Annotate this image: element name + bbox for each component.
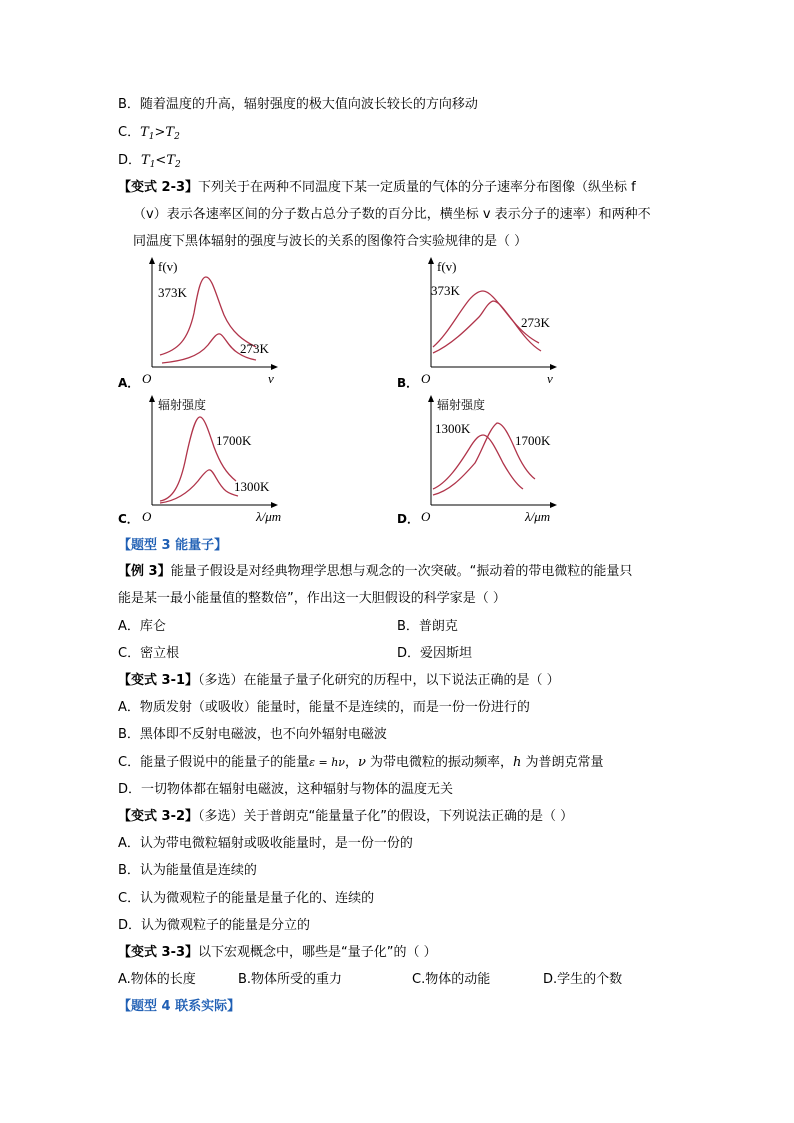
option-c-prev [118, 124, 180, 146]
graph-d-x-arrow [550, 502, 557, 508]
example3-line2: 能是某一最小能量值的整数倍”，作出这一大胆假设的科学家是（ ） [118, 591, 506, 606]
example3-option-d: D．爱因斯坦 [397, 646, 473, 661]
graph-c-x-arrow [271, 502, 278, 508]
option-d-prev [118, 152, 181, 174]
gt-symbol: > [154, 125, 166, 140]
type4-heading: 【题型 4 联系实际】 [118, 999, 241, 1014]
graph-b [417, 255, 567, 385]
variant-2-3-line3: 同温度下黑体辐射的强度与波长的关系的图像符合实验规律的是（ ） [133, 234, 528, 249]
graph-b-curve1-label: 373K [431, 283, 460, 298]
graph-c-curve2-label: 1300K [234, 479, 270, 494]
variant-3-3-stem [118, 944, 437, 962]
graph-d-origin: O [421, 509, 431, 524]
energy-formula: ε = hν [309, 756, 345, 769]
option-c-text3: 为普朗克常量 [521, 755, 604, 770]
graph-c-origin: O [142, 509, 152, 524]
example3-option-a: A．库仑 [118, 619, 166, 634]
graph-a-option: A． [118, 376, 140, 390]
t2-symbol: T [165, 125, 175, 140]
variant-3-2-text: （多选）关于普朗克“能量量子化”的假设，下列说法正确的是（ ） [198, 809, 574, 824]
graph-b-option: B． [397, 376, 419, 390]
option-d-prefix: D． [118, 153, 142, 168]
option-b-prev: B．随着温度的升高，辐射强度的极大值向波长较长的方向移动 [118, 97, 478, 112]
variant-3-3-option-b: B.物体所受的重力 [238, 972, 343, 987]
graph-d-xlabel: λ/μm [525, 509, 551, 524]
variant-3-2-option-a: A．认为带电微粒辐射或吸收能量时，是一份一份的 [118, 836, 413, 851]
graph-b-y-arrow [428, 257, 434, 264]
graph-b-xlabel: v [547, 371, 553, 386]
graph-d [417, 393, 577, 523]
variant-3-1-tag: 【变式 3-1】 [118, 673, 199, 688]
variant-3-1-text: （多选）在能量子量子化研究的历程中，以下说法正确的是（ ） [198, 673, 560, 688]
t2-symbol: T [166, 153, 175, 168]
variant-3-3-option-c: C.物体的动能 [412, 972, 491, 987]
graph-b-origin: O [421, 371, 431, 386]
graph-c-curve-1700k [160, 417, 236, 501]
t1-symbol: T [141, 153, 150, 168]
graph-b-curve2-label: 273K [521, 315, 550, 330]
example3-text1: 能量子假设是对经典物理学思想与观念的一次突破。“振动着的带电微粒的能量只 [170, 564, 633, 579]
graph-c-curve-1300k [160, 470, 238, 503]
graph-a-x-arrow [271, 364, 278, 370]
variant-2-3-line2: （v）表示各速率区间的分子数占总分子数的百分比，横坐标 v 表示分子的速率）和两种不 [133, 207, 651, 222]
graph-c [138, 393, 298, 523]
example3-option-b: B．普朗克 [397, 619, 458, 634]
graph-d-ylabel: 辐射强度 [437, 398, 486, 412]
t1-symbol: T [140, 125, 149, 140]
graph-d-curve1-label: 1300K [435, 421, 471, 436]
graph-a-curve1-label: 373K [158, 285, 187, 300]
variant-3-2-option-b: B．认为能量值是连续的 [118, 863, 257, 878]
nu-symbol: ν [357, 755, 366, 770]
graph-b-ylabel: f(v) [437, 259, 457, 274]
t2-subscript: 2 [174, 132, 180, 142]
graph-d-curve2-label: 1700K [515, 433, 551, 448]
example3-line1 [118, 563, 632, 581]
t2-subscript: 2 [175, 160, 181, 170]
option-c-text: C．能量子假说中的能量子的能量 [118, 755, 310, 770]
option-c-text2: 为带电微粒的振动频率， [365, 755, 514, 770]
variant-3-3-text: 以下宏观概念中，哪些是“量子化”的（ ） [198, 945, 437, 960]
option-c-prefix: C． [118, 125, 141, 140]
variant-3-2-option-c: C．认为微观粒子的能量是量子化的、连续的 [118, 891, 375, 906]
graph-a-xlabel: v [268, 371, 274, 386]
graph-d-curve-1300k [433, 435, 523, 489]
graph-a-origin: O [142, 371, 152, 386]
graph-c-curve1-label: 1700K [216, 433, 252, 448]
graph-a-curve2-label: 273K [240, 341, 269, 356]
variant-3-2-option-d: D．认为微观粒子的能量是分立的 [118, 918, 311, 933]
variant-2-3-text1: 下列关于在两种不同温度下某一定质量的气体的分子速率分布图像（纵坐标 f [198, 180, 636, 195]
graph-d-option: D． [397, 512, 419, 526]
graph-a-y-arrow [149, 257, 155, 264]
variant-3-1-option-a: A．物质发射（或吸收）能量时，能量不是连续的，而是一份一份进行的 [118, 700, 530, 715]
graph-c-ylabel: 辐射强度 [158, 398, 207, 412]
variant-2-3-line1 [118, 179, 636, 197]
graph-d-y-arrow [428, 395, 434, 402]
variant-3-1-option-b: B．黑体即不反射电磁波，也不向外辐射电磁波 [118, 727, 387, 742]
graph-c-y-arrow [149, 395, 155, 402]
h-symbol: h [513, 755, 522, 770]
lt-symbol: < [155, 153, 167, 168]
graph-b-x-arrow [550, 364, 557, 370]
graph-c-option: C． [118, 512, 139, 526]
t1-subscript: 1 [149, 160, 156, 170]
t1-subscript: 1 [148, 132, 155, 142]
variant-3-3-option-d: D.学生的个数 [543, 972, 623, 987]
variant-3-2-stem [118, 808, 573, 826]
example3-tag: 【例 3】 [118, 564, 171, 579]
variant-3-2-tag: 【变式 3-2】 [118, 809, 199, 824]
variant-3-3-tag: 【变式 3-3】 [118, 945, 199, 960]
graph-a-ylabel: f(v) [158, 259, 178, 274]
variant-3-1-stem [118, 672, 560, 690]
variant-3-1-option-c [118, 754, 604, 772]
type3-heading: 【题型 3 能量子】 [118, 538, 228, 553]
graph-c-xlabel: λ/μm [256, 509, 282, 524]
option-c-comma: ， [344, 755, 358, 770]
variant-3-1-option-d: D．一切物体都在辐射电磁波，这种辐射与物体的温度无关 [118, 782, 454, 797]
variant-3-3-option-a: A.物体的长度 [118, 972, 196, 987]
variant-2-3-tag: 【变式 2-3】 [118, 180, 199, 195]
graph-a [138, 255, 288, 385]
example3-option-c: C．密立根 [118, 646, 180, 661]
